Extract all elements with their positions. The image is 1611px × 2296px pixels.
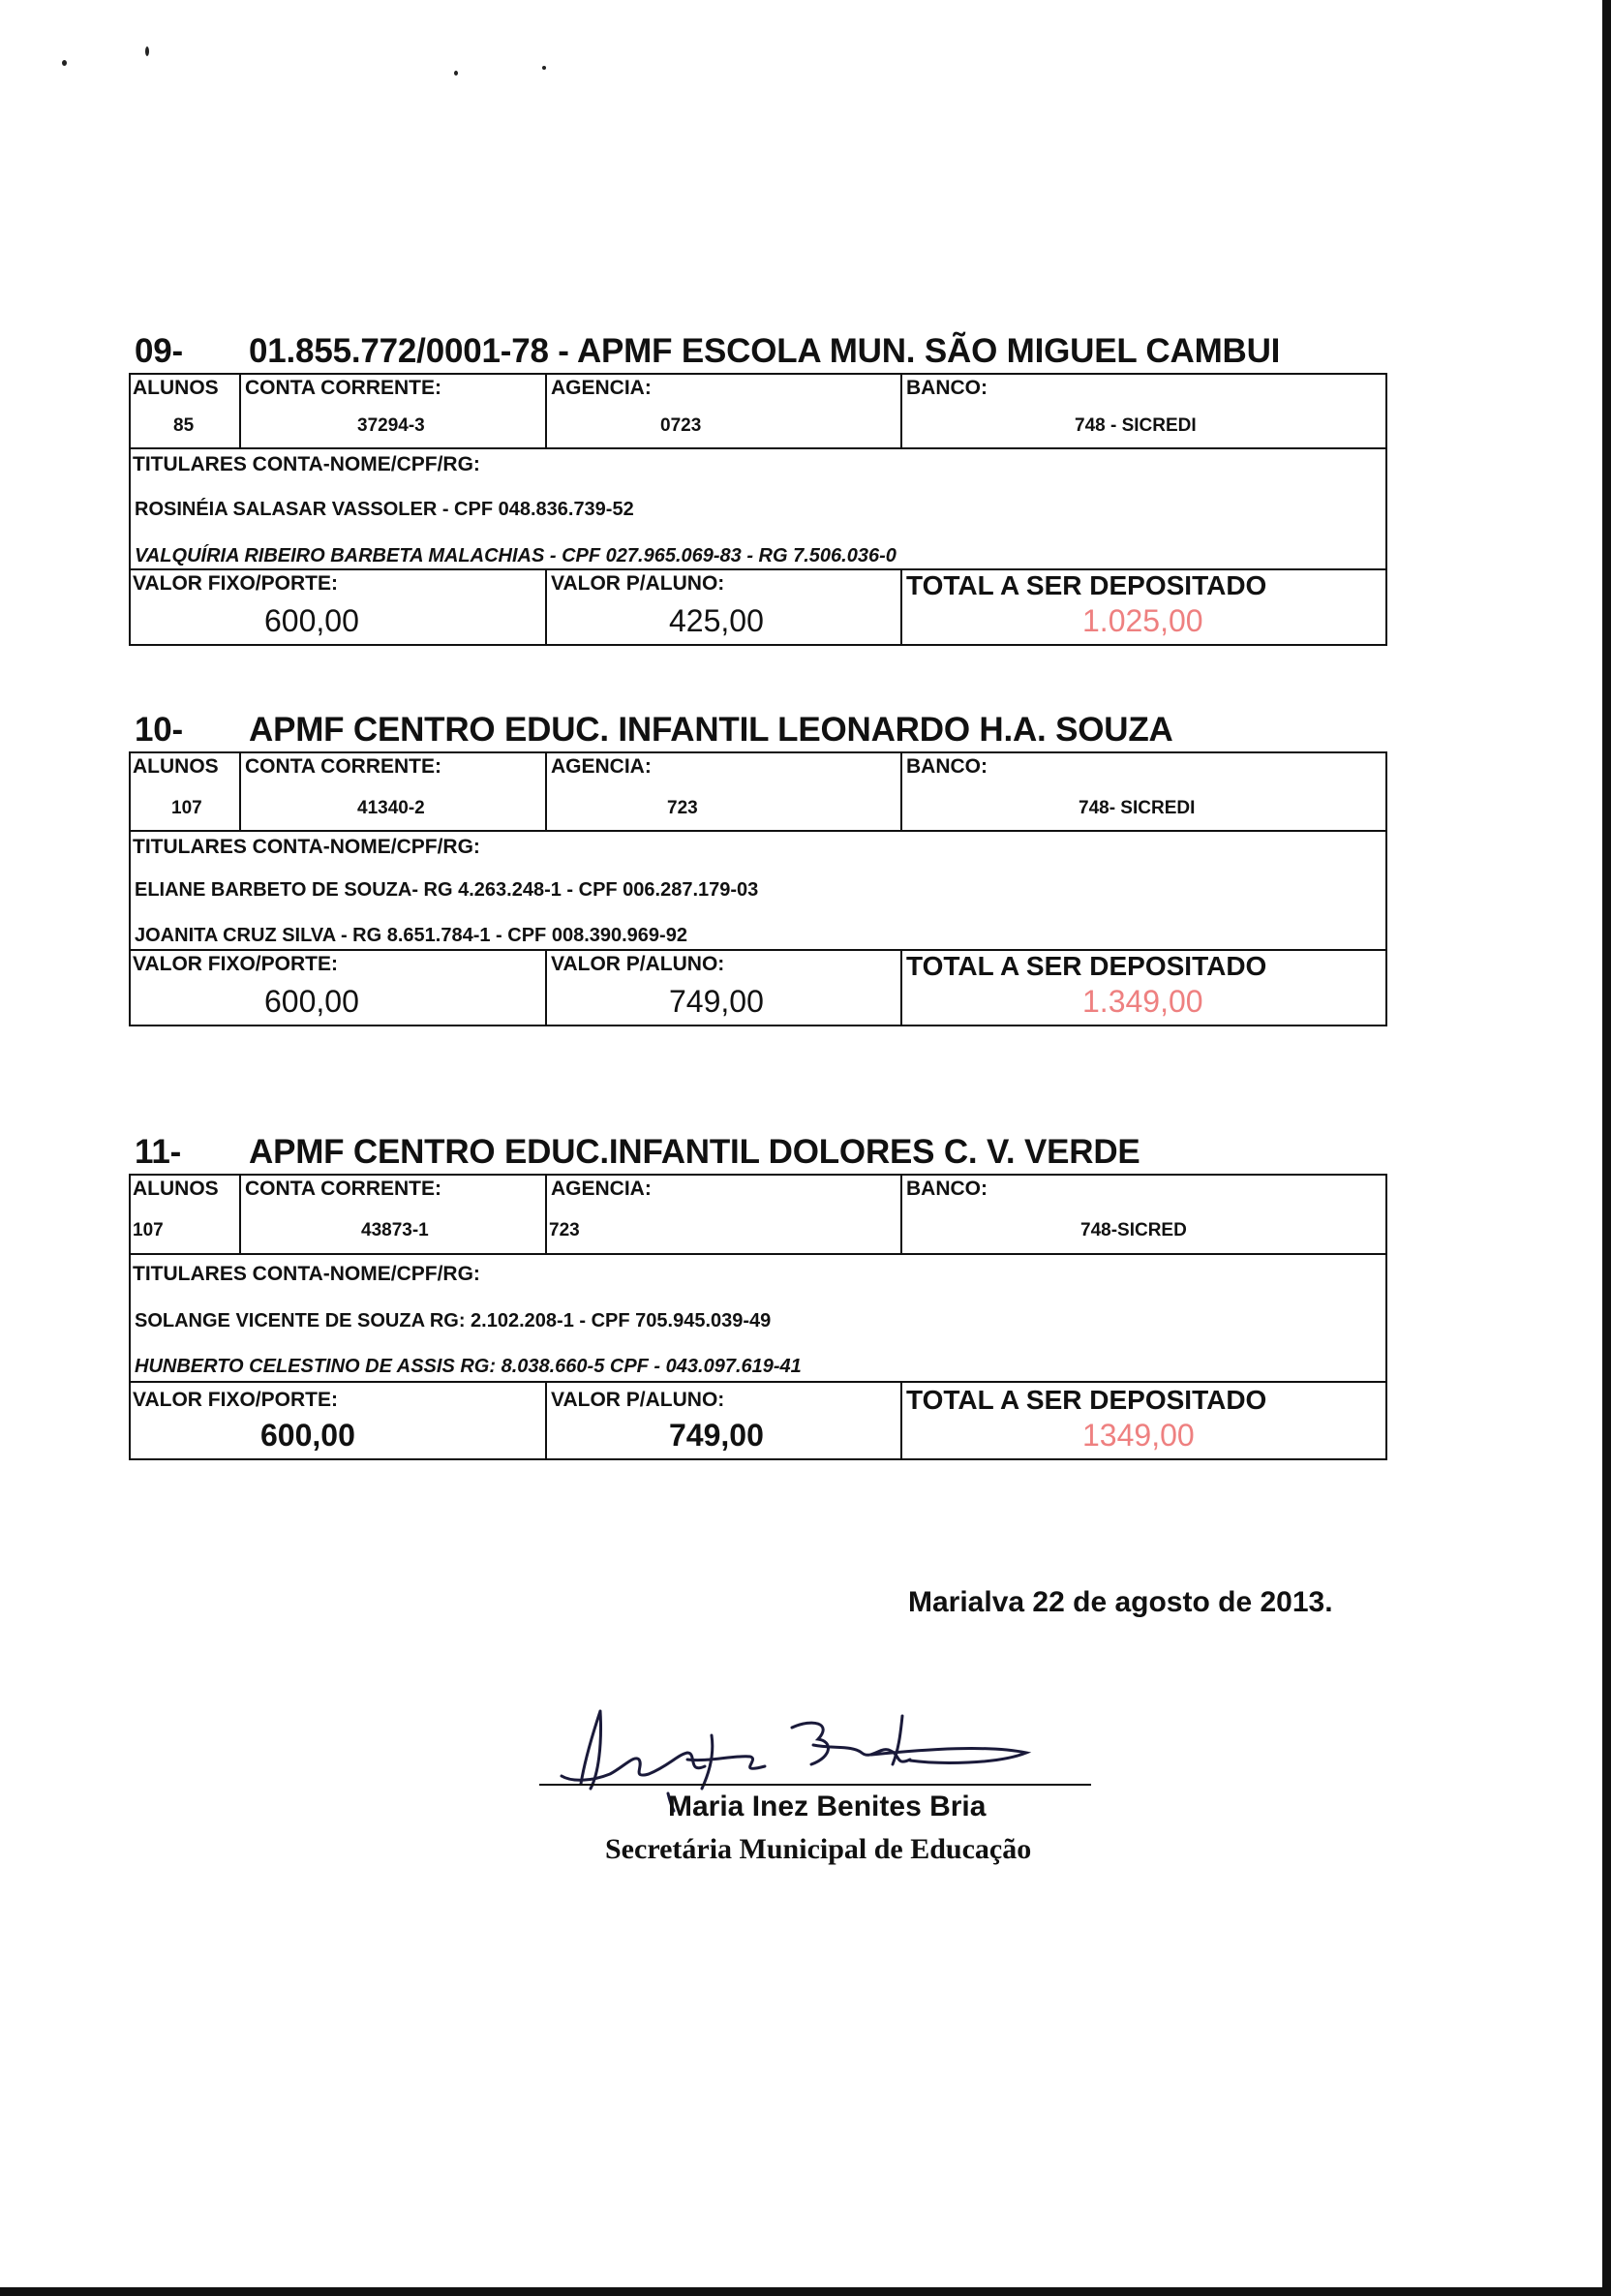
entry-title [135, 1131, 1140, 1174]
titulares-cell [131, 449, 1385, 568]
entry-name: APMF CENTRO EDUC.INFANTIL DOLORES C. V. VERDE [249, 1133, 1140, 1171]
alunos-cell [131, 375, 239, 447]
valor-fixo-cell [131, 1383, 545, 1458]
entry-table [129, 373, 1387, 646]
entry-11 [129, 1131, 1387, 1470]
total-label: TOTAL A SER DEPOSITADO [906, 570, 1267, 600]
valor-aluno-cell [545, 951, 900, 1025]
alunos-cell [131, 1176, 239, 1253]
total-cell [900, 1383, 1385, 1458]
total-value: 1.025,00 [1082, 603, 1203, 638]
banco-value: 748-SICRED [1080, 1220, 1187, 1240]
titulares-cell [131, 832, 1385, 949]
total-cell [900, 570, 1385, 644]
banco-label: BANCO: [906, 755, 988, 778]
valor-aluno-value: 749,00 [669, 1418, 764, 1453]
alunos-value: 107 [133, 1220, 164, 1240]
conta-value: 43873-1 [361, 1220, 429, 1240]
scan-speck [62, 60, 67, 66]
banco-cell [900, 1176, 1385, 1253]
valor-aluno-label: VALOR P/ALUNO: [551, 953, 725, 975]
conta-label: CONTA CORRENTE: [245, 1178, 441, 1200]
conta-cell [239, 1176, 545, 1253]
conta-cell [239, 753, 545, 830]
valor-aluno-cell [545, 1383, 900, 1458]
titulares-cell [131, 1255, 1385, 1381]
total-label: TOTAL A SER DEPOSITADO [906, 1385, 1267, 1415]
agencia-cell [545, 375, 900, 447]
page-border [0, 2287, 1611, 2296]
agencia-cell [545, 1176, 900, 1253]
valor-fixo-cell [131, 570, 545, 644]
holder-line: HUNBERTO CELESTINO DE ASSIS RG: 8.038.660-5 CPF - 043.097.619-41 [135, 1356, 802, 1377]
agencia-value: 723 [549, 1220, 580, 1240]
valor-aluno-cell [545, 570, 900, 644]
agencia-value: 723 [667, 798, 698, 818]
valor-fixo-label: VALOR FIXO/PORTE: [133, 953, 338, 975]
banco-cell [900, 375, 1385, 447]
holder-line: JOANITA CRUZ SILVA - RG 8.651.784-1 - CPF 008.390.969-92 [135, 925, 687, 946]
alunos-value: 107 [171, 798, 202, 818]
signature-line [539, 1784, 1091, 1786]
alunos-value: 85 [173, 415, 195, 436]
valor-fixo-value: 600,00 [264, 984, 359, 1019]
entry-09 [129, 330, 1387, 650]
date-line: Marialva 22 de agosto de 2013. [908, 1586, 1333, 1618]
banco-value: 748- SICREDI [1079, 798, 1196, 818]
entry-10 [129, 709, 1387, 1028]
signer-role: Secretária Municipal de Educação [605, 1833, 1032, 1865]
valor-fixo-value: 600,00 [264, 603, 359, 638]
entry-name: 01.855.772/0001-78 - APMF ESCOLA MUN. SÃO MIGUEL CAMBUI [249, 332, 1281, 370]
valor-aluno-label: VALOR P/ALUNO: [551, 572, 725, 595]
banco-value: 748 - SICREDI [1075, 415, 1197, 436]
alunos-cell [131, 753, 239, 830]
entry-number: 10- [135, 711, 183, 749]
valor-aluno-value: 425,00 [669, 603, 764, 638]
holder-line: ELIANE BARBETO DE SOUZA- RG 4.263.248-1 - CPF 006.287.179-03 [135, 879, 759, 901]
valor-aluno-value: 749,00 [669, 984, 764, 1019]
agencia-cell [545, 753, 900, 830]
agencia-label: AGENCIA: [551, 1178, 652, 1200]
conta-value: 41340-2 [357, 798, 425, 818]
valor-fixo-cell [131, 951, 545, 1025]
conta-cell [239, 375, 545, 447]
total-value: 1349,00 [1082, 1418, 1195, 1453]
entry-name: APMF CENTRO EDUC. INFANTIL LEONARDO H.A. SOUZA [249, 711, 1173, 749]
holder-line: ROSINÉIA SALASAR VASSOLER - CPF 048.836.739-52 [135, 499, 634, 520]
valor-fixo-label: VALOR FIXO/PORTE: [133, 572, 338, 595]
alunos-label: ALUNOS [133, 1178, 219, 1200]
agencia-value: 0723 [660, 415, 702, 436]
conta-label: CONTA CORRENTE: [245, 377, 441, 399]
holder-line: VALQUÍRIA RIBEIRO BARBETA MALACHIAS - CPF 027.965.069-83 - RG 7.506.036-0 [135, 545, 897, 566]
total-value: 1.349,00 [1082, 984, 1203, 1019]
scan-speck [145, 46, 149, 56]
entry-title [135, 330, 1280, 373]
agencia-label: AGENCIA: [551, 755, 652, 778]
banco-label: BANCO: [906, 1178, 988, 1200]
agencia-label: AGENCIA: [551, 377, 652, 399]
conta-value: 37294-3 [357, 415, 425, 436]
holder-line: SOLANGE VICENTE DE SOUZA RG: 2.102.208-1 - CPF 705.945.039-49 [135, 1310, 772, 1332]
signer-name: Maria Inez Benites Bria [668, 1791, 987, 1822]
scan-speck [542, 66, 546, 70]
entry-title [135, 709, 1173, 751]
valor-fixo-label: VALOR FIXO/PORTE: [133, 1389, 338, 1411]
entry-table [129, 751, 1387, 1026]
titulares-label: TITULARES CONTA-NOME/CPF/RG: [133, 453, 480, 475]
total-label: TOTAL A SER DEPOSITADO [906, 951, 1267, 981]
entry-table [129, 1174, 1387, 1460]
banco-label: BANCO: [906, 377, 988, 399]
banco-cell [900, 753, 1385, 830]
alunos-label: ALUNOS [133, 755, 219, 778]
valor-aluno-label: VALOR P/ALUNO: [551, 1389, 725, 1411]
entry-number: 09- [135, 332, 183, 370]
page-border [1602, 0, 1611, 2296]
titulares-label: TITULARES CONTA-NOME/CPF/RG: [133, 1263, 480, 1285]
conta-label: CONTA CORRENTE: [245, 755, 441, 778]
scan-speck [454, 71, 458, 76]
alunos-label: ALUNOS [133, 377, 219, 399]
total-cell [900, 951, 1385, 1025]
entry-number: 11- [135, 1133, 182, 1171]
valor-fixo-value: 600,00 [260, 1418, 355, 1453]
titulares-label: TITULARES CONTA-NOME/CPF/RG: [133, 836, 480, 858]
